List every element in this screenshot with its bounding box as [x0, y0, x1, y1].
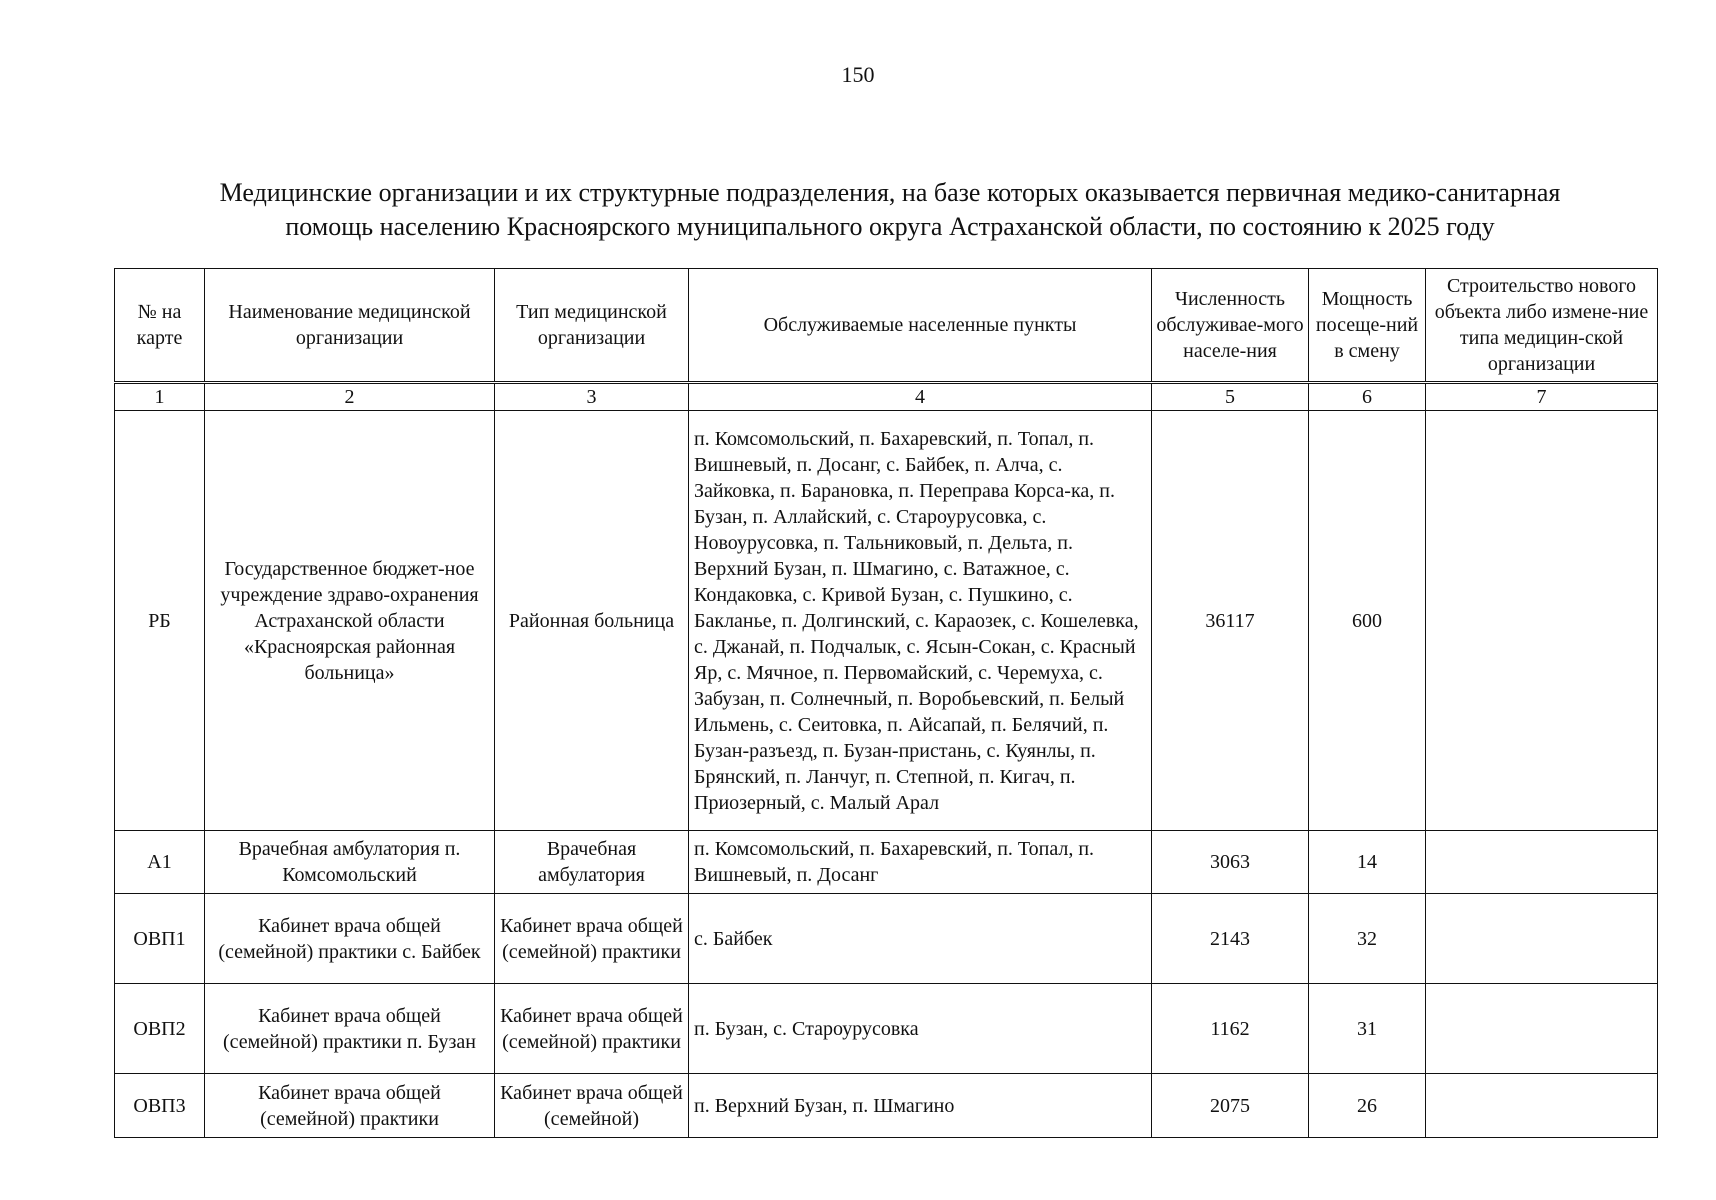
cell-organization-name: Врачебная амбулатория п. Комсомольский: [205, 831, 495, 894]
cell-map-number: ОВП3: [115, 1074, 205, 1138]
cell-construction: [1426, 1074, 1658, 1138]
cell-map-number: ОВП1: [115, 894, 205, 984]
column-number-row: [115, 383, 1658, 411]
column-number: 6: [1309, 383, 1426, 411]
cell-organization-type: Кабинет врача общей (семейной) практики: [495, 894, 689, 984]
header-population: Численность обслуживае-мого населе-ния: [1152, 269, 1309, 383]
cell-organization-type: Районная больница: [495, 411, 689, 831]
header-organization-name: Наименование медицинской организации: [205, 269, 495, 383]
cell-served-settlements: п. Верхний Бузан, п. Шмагино: [689, 1074, 1152, 1138]
column-number: 7: [1426, 383, 1658, 411]
column-number: 4: [689, 383, 1152, 411]
table-body: [115, 383, 1658, 1138]
cell-organization-type: Кабинет врача общей (семейной): [495, 1074, 689, 1138]
column-number: 2: [205, 383, 495, 411]
table-header: [115, 269, 1658, 383]
header-served-settlements: Обслуживаемые населенные пункты: [689, 269, 1152, 383]
cell-organization-type: Кабинет врача общей (семейной) практики: [495, 984, 689, 1074]
cell-capacity: 14: [1309, 831, 1426, 894]
cell-population: 3063: [1152, 831, 1309, 894]
cell-organization-name: Кабинет врача общей (семейной) практики с. Байбек: [205, 894, 495, 984]
cell-map-number: ОВП2: [115, 984, 205, 1074]
page-number: 150: [841, 62, 875, 87]
cell-population: 2143: [1152, 894, 1309, 984]
title-line-2: помощь населению Красноярского муниципального округа Астраханской области, по состоянию к 2025 году: [285, 212, 1495, 241]
header-map-number: № на карте: [115, 269, 205, 383]
column-number: 1: [115, 383, 205, 411]
title-line-1: Медицинские организации и их структурные подразделения, на базе которых оказывается первичная медико-санитарная: [219, 178, 1561, 207]
cell-map-number: РБ: [115, 411, 205, 831]
medical-organizations-table: [114, 268, 1658, 1138]
column-number: 5: [1152, 383, 1309, 411]
cell-served-settlements: п. Комсомольский, п. Бахаревский, п. Топал, п. Вишневый, п. Досанг, с. Байбек, п. Алча, с. Зайковка, п. Барановка, п. Переправа Корса-ка, п. Бузан, п. Аллайский, с. Староурусовка, с. Новоурусовка, п. Тальниковый, п. Дельта, п. Верхний Бузан, п. Шмагино, с. Ватажное, с. Кондаковка, с. Кривой Бузан, с. Пушкино, с. Бакланье, п. Долгинский, с. Караозек, с. Кошелевка, с. Джанай, п. Подчалык, с. Ясын-Сокан, с. Красный Яр, с. Мячное, п. Первомайский, с. Черемуха, с. Забузан, п. Солнечный, п. Воробьевский, п. Белый Ильмень, с. Сеитовка, п. Айсапай, п. Белячий, п. Бузан-разъезд, п. Бузан-пристань, с. Куянлы, п. Брянский, п. Ланчуг, п. Степной, п. Кигач, п. Приозерный, с. Малый Арал: [689, 411, 1152, 831]
cell-organization-name: Государственное бюджет-ное учреждение здраво-охранения Астраханской области «Красноярская районная больница»: [205, 411, 495, 831]
cell-population: 2075: [1152, 1074, 1309, 1138]
cell-population: 1162: [1152, 984, 1309, 1074]
table-row: [115, 1074, 1658, 1138]
cell-organization-name: Кабинет врача общей (семейной) практики: [205, 1074, 495, 1138]
table-row: [115, 894, 1658, 984]
cell-served-settlements: с. Байбек: [689, 894, 1152, 984]
cell-population: 36117: [1152, 411, 1309, 831]
cell-capacity: 26: [1309, 1074, 1426, 1138]
cell-capacity: 32: [1309, 894, 1426, 984]
cell-served-settlements: п. Комсомольский, п. Бахаревский, п. Топал, п. Вишневый, п. Досанг: [689, 831, 1152, 894]
cell-capacity: 600: [1309, 411, 1426, 831]
table-row: [115, 831, 1658, 894]
cell-construction: [1426, 831, 1658, 894]
cell-map-number: А1: [115, 831, 205, 894]
header-construction: Строительство нового объекта либо измене-ние типа медицин-ской организации: [1426, 269, 1658, 383]
cell-organization-name: Кабинет врача общей (семейной) практики п. Бузан: [205, 984, 495, 1074]
column-number: 3: [495, 383, 689, 411]
cell-organization-type: Врачебная амбулатория: [495, 831, 689, 894]
cell-construction: [1426, 984, 1658, 1074]
cell-construction: [1426, 894, 1658, 984]
header-row: [115, 269, 1658, 383]
cell-capacity: 31: [1309, 984, 1426, 1074]
document-title: [120, 176, 1660, 244]
header-organization-type: Тип медицинской организации: [495, 269, 689, 383]
table-row: [115, 984, 1658, 1074]
header-capacity: Мощность посеще-ний в смену: [1309, 269, 1426, 383]
cell-construction: [1426, 411, 1658, 831]
cell-served-settlements: п. Бузан, с. Староурусовка: [689, 984, 1152, 1074]
table-row: [115, 411, 1658, 831]
